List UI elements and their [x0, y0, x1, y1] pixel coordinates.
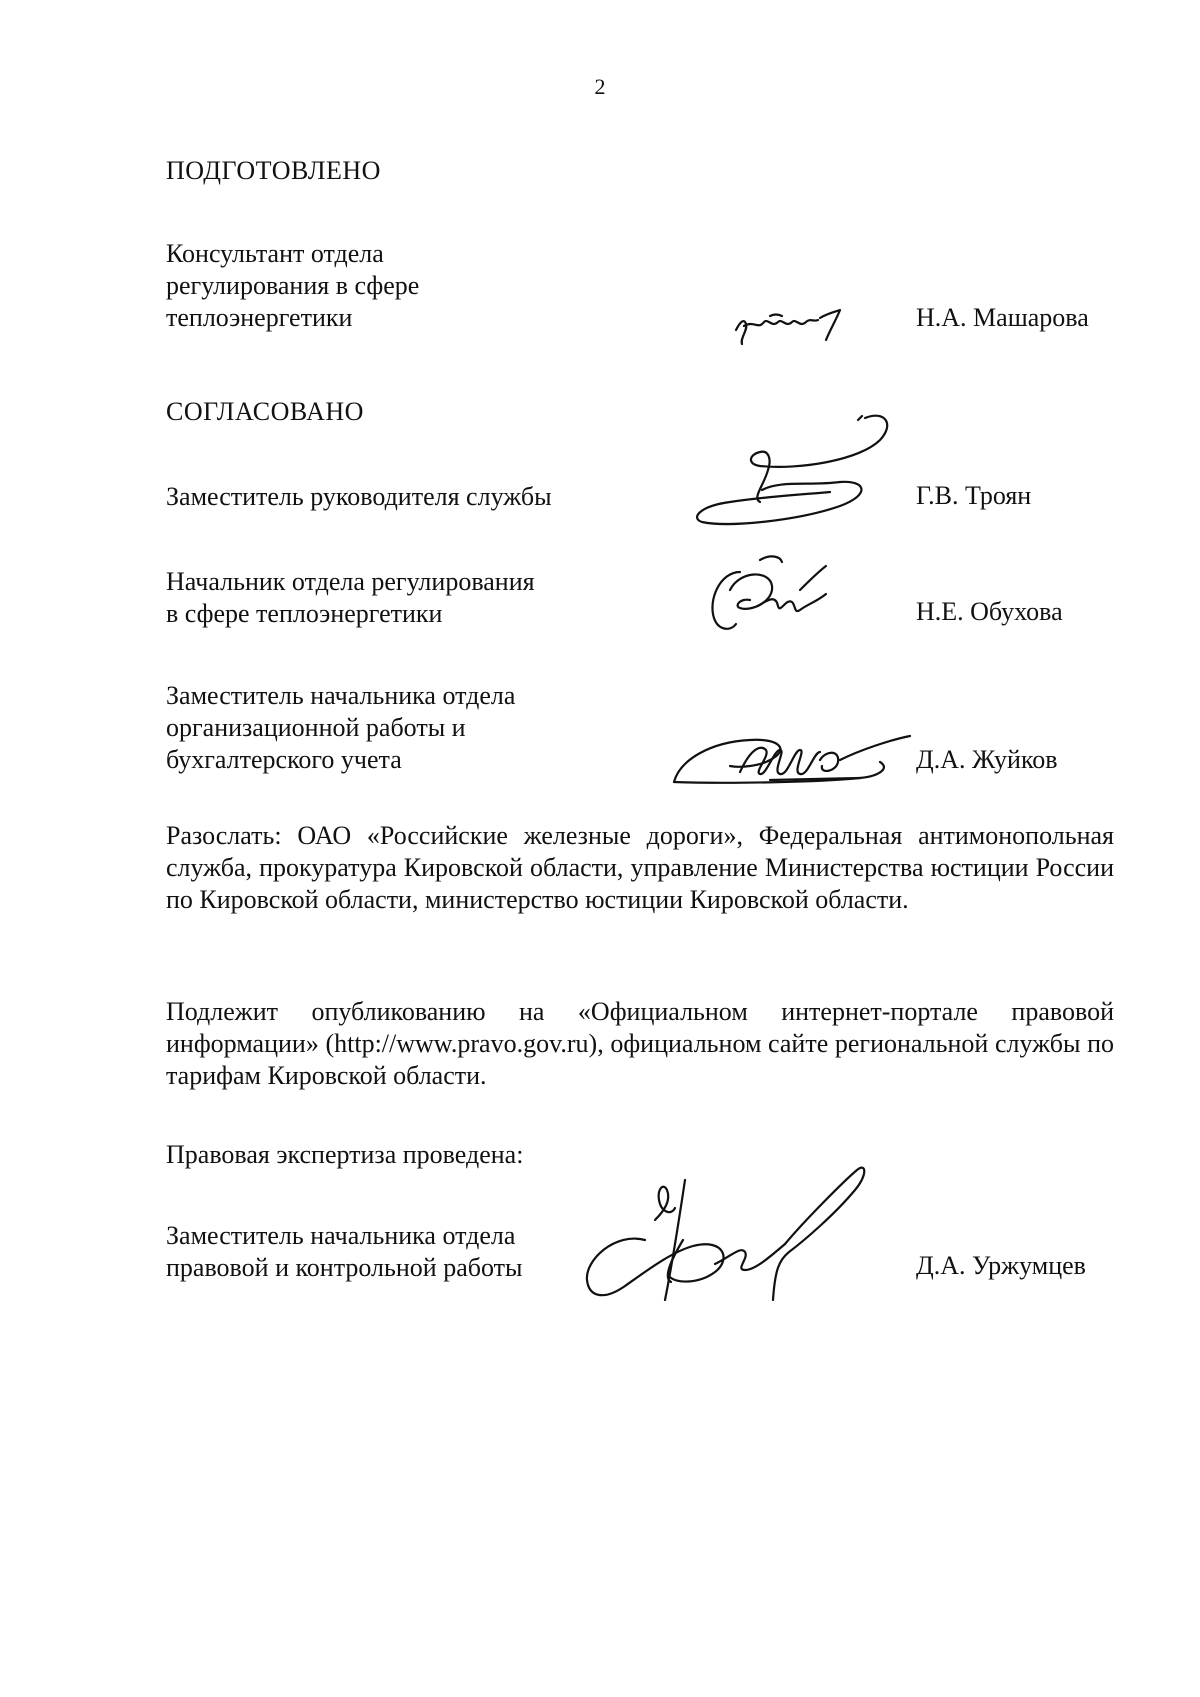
signer-role-line: Заместитель начальника отдела	[166, 681, 516, 710]
signer-role-line: Заместитель руководителя службы	[166, 482, 552, 511]
legal-review-heading: Правовая экспертиза проведена:	[166, 1140, 524, 1169]
prepared-role-line: регулирования в сфере	[166, 271, 420, 300]
signer-role	[166, 566, 535, 630]
prepared-role	[166, 238, 419, 334]
page-number: 2	[594, 74, 606, 99]
signature-obukhova	[700, 550, 860, 640]
legal-review-role	[166, 1220, 522, 1284]
signer-name: Д.А. Жуйков	[916, 745, 1058, 774]
signer-role-line: в сфере теплоэнергетики	[166, 599, 443, 628]
signer-role-line: бухгалтерского учета	[166, 745, 402, 774]
legal-review-role-line: Заместитель начальника отдела	[166, 1221, 516, 1250]
publication-paragraph: Подлежит опубликованию на «Официальном интернет-портале правовой информации» (http://www.pravo.gov.ru), официальном сайте региональной службы по тарифам Кировской области.	[166, 997, 1114, 1090]
distribution-paragraph: Разослать: ОАО «Российские железные дороги», Федеральная антимонопольная служба, прокуратура Кировской области, управление Министерства юстиции России по Кировской области, министерство юстиции Кировской области.	[166, 821, 1114, 914]
signer-role	[166, 481, 552, 513]
agreed-heading: СОГЛАСОВАНО	[166, 397, 364, 426]
signer-name: Г.В. Троян	[916, 481, 1032, 510]
prepared-name: Н.А. Машарова	[916, 303, 1089, 332]
signer-role-line: Начальник отдела регулирования	[166, 567, 535, 596]
signer-role	[166, 680, 515, 776]
prepared-heading: ПОДГОТОВЛЕНО	[166, 156, 381, 185]
signature-urzhumtsev	[575, 1160, 875, 1310]
legal-review-name: Д.А. Уржумцев	[916, 1251, 1086, 1280]
signer-role-line: организационной работы и	[166, 713, 466, 742]
prepared-role-line: Консультант отдела	[166, 239, 384, 268]
legal-review-role-line: правовой и контрольной работы	[166, 1253, 523, 1282]
signature-zhuikov	[670, 720, 915, 790]
signature-troyan	[690, 410, 910, 555]
prepared-role-line: теплоэнергетики	[166, 303, 353, 332]
signature-masharova	[730, 300, 850, 350]
signer-name: Н.Е. Обухова	[916, 597, 1063, 626]
